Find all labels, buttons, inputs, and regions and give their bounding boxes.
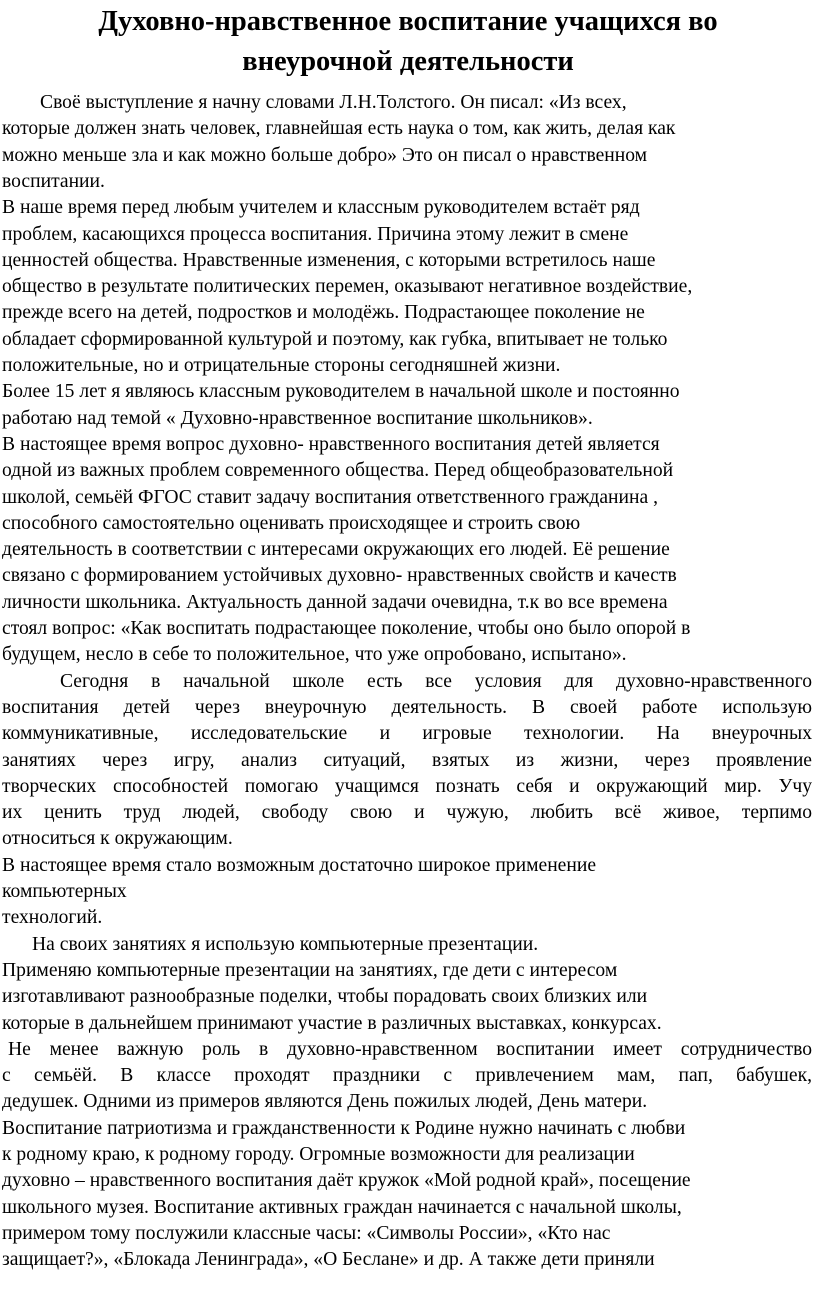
- text-line: школой, семьёй ФГОС ставит задачу воспитания ответственного гражданина ,: [2, 486, 658, 508]
- text-line: Более 15 лет я являюсь классным руководителем в начальной школе и постоянно: [2, 381, 680, 403]
- text-line: деятельность в соответствии с интересами окружающих его людей. Её решение: [2, 539, 670, 561]
- text-line: воспитания детей через внеурочную деятельность. В своей работе использую: [2, 696, 812, 718]
- text-line: работаю над темой « Духовно-нравственное воспитание школьников».: [2, 407, 593, 429]
- text-line: духовно – нравственного воспитания даёт кружок «Мой родной край», посещение: [2, 1170, 691, 1192]
- text-line: будущем, несло в себе то положительное, что уже опробовано, испытано».: [2, 644, 627, 666]
- text-line: можно меньше зла и как можно больше добро» Это он писал о нравственном: [2, 144, 648, 166]
- text-line: воспитании.: [2, 170, 105, 192]
- text-line: Применяю компьютерные презентации на занятиях, где дети с интересом: [2, 959, 618, 981]
- document-title-line-2: внеурочной деятельности: [242, 46, 574, 77]
- text-line: творческих способностей помогаю учащимся познать себя и окружающий мир. Учу: [2, 775, 812, 797]
- text-line: технологий.: [2, 907, 103, 929]
- text-line: В наше время перед любым учителем и классным руководителем встаёт ряд: [2, 197, 640, 219]
- text-line: обладает сформированной культурой и поэтому, как губка, впитывает не только: [2, 328, 668, 350]
- text-line: относиться к окружающим.: [2, 828, 233, 850]
- text-line: способного самостоятельно оценивать происходящее и строить свою: [2, 512, 581, 534]
- text-line: примером тому послужили классные часы: «Символы России», «Кто нас: [2, 1222, 611, 1244]
- text-line: проблем, касающихся процесса воспитания. Причина этому лежит в смене: [2, 223, 629, 245]
- text-line: В настоящее время стало возможным достаточно широкое применение: [2, 854, 597, 876]
- text-line: изготавливают разнообразные поделки, чтобы порадовать своих близких или: [2, 986, 648, 1008]
- text-line: их ценить труд людей, свободу свою и чужую, любить всё живое, терпимо: [2, 802, 812, 824]
- text-line: занятиях через игру, анализ ситуаций, взятых из жизни, через проявление: [2, 749, 812, 771]
- text-line: к родному краю, к родному городу. Огромные возможности для реализации: [2, 1144, 635, 1165]
- text-line: школьного музея. Воспитание активных граждан начинается с начальной школы,: [2, 1196, 682, 1218]
- text-line: положительные, но и отрицательные стороны сегодняшней жизни.: [2, 355, 561, 376]
- text-line: личности школьника. Актуальность данной задачи очевидна, т.к во все времена: [2, 591, 668, 613]
- text-line: которые должен знать человек, главнейшая есть наука о том, как жить, делая как: [2, 118, 676, 140]
- text-line: которые в дальнейшем принимают участие в различных выставках, конкурсах.: [2, 1012, 662, 1034]
- text-line: коммуникативные, исследовательские и игровые технологии. На внеурочных: [2, 723, 812, 745]
- document-title-line-1: Духовно-нравственное воспитание учащихся во: [98, 6, 718, 37]
- text-line: В настоящее время вопрос духовно- нравственного воспитания детей является: [2, 433, 660, 455]
- text-line: На своих занятиях я использую компьютерные презентации.: [32, 933, 539, 955]
- text-line: Сегодня в начальной школе есть все условия для духовно-нравственного: [60, 670, 812, 692]
- text-line: Воспитание патриотизма и гражданственности к Родине нужно начинать с любви: [2, 1117, 686, 1139]
- text-line: одной из важных проблем современного общества. Перед общеобразовательной: [2, 460, 674, 482]
- text-line: общество в результате политических перемен, оказывают негативное воздействие,: [2, 276, 693, 298]
- text-line: дедушек. Одними из примеров являются День пожилых людей, День матери.: [2, 1091, 648, 1113]
- text-line: с семьёй. В классе проходят праздники с привлечением мам, пап, бабушек,: [2, 1065, 812, 1087]
- text-line: защищает?», «Блокада Ленинграда», «О Беслане» и др. А также дети приняли: [2, 1249, 655, 1271]
- text-line: прежде всего на детей, подростков и молодёжь. Подрастающее поколение не: [2, 302, 645, 324]
- text-line: Своё выступление я начну словами Л.Н.Толстого. Он писал: «Из всех,: [40, 92, 627, 113]
- text-line: стоял вопрос: «Как воспитать подрастающее поколение, чтобы оно было опорой в: [2, 618, 691, 639]
- text-line: Не менее важную роль в духовно-нравственном воспитании имеет сотрудничество: [8, 1038, 812, 1060]
- text-line: компьютерных: [2, 881, 127, 902]
- text-line: связано с формированием устойчивых духовно- нравственных свойств и качеств: [2, 565, 677, 587]
- text-line: ценностей общества. Нравственные изменения, с которыми встретилось наше: [2, 249, 656, 271]
